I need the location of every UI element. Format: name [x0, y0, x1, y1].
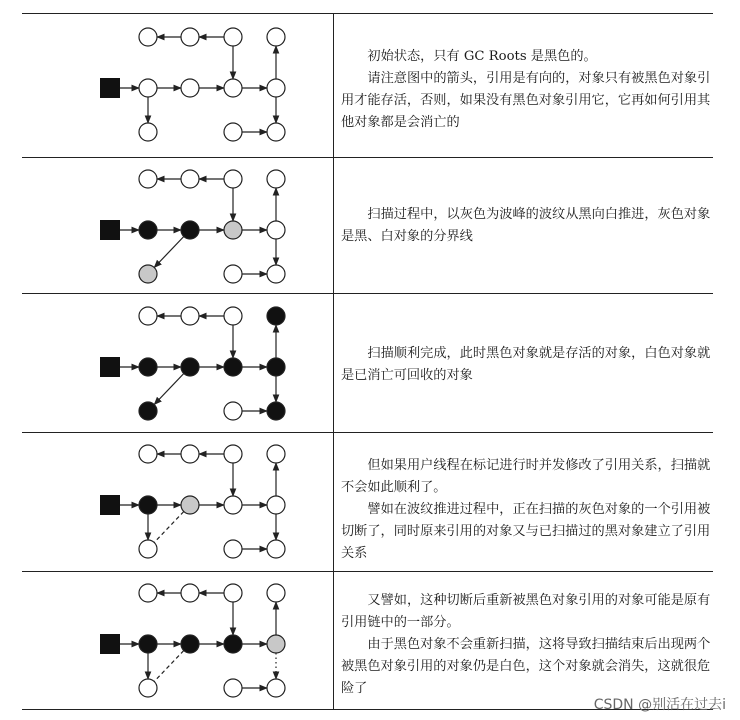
object-node-white — [267, 679, 285, 697]
object-node-white — [224, 584, 242, 602]
object-node-white — [224, 402, 242, 420]
object-node-gray — [181, 496, 199, 514]
object-node-white — [139, 584, 157, 602]
object-graph — [90, 18, 310, 153]
object-node-white — [267, 79, 285, 97]
object-node-black — [139, 221, 157, 239]
object-node-black — [267, 307, 285, 325]
object-node-white — [181, 170, 199, 188]
object-node-black — [139, 635, 157, 653]
paragraph: 由于黑色对象不会重新扫描，这将导致扫描结束后出现两个被黑色对象引用的对象仍是白色，这个对象就会消失，这就很危险了 — [341, 637, 711, 696]
object-graph — [90, 160, 310, 295]
object-node-white — [267, 445, 285, 463]
description-object-disappears — [341, 590, 713, 700]
object-node-white — [267, 265, 285, 283]
object-node-white — [267, 28, 285, 46]
object-node-gray — [224, 221, 242, 239]
watermark: CSDN @别活在过去i — [593, 697, 726, 713]
object-node-gray — [267, 635, 285, 653]
description-initial-state — [341, 46, 713, 134]
column-divider — [333, 13, 334, 709]
object-node-white — [224, 445, 242, 463]
object-node-black — [139, 402, 157, 420]
object-node-white — [139, 445, 157, 463]
object-node-white — [139, 679, 157, 697]
object-node-white — [224, 123, 242, 141]
reference-arrow-e-i-dashed — [154, 512, 184, 543]
object-node-white — [181, 584, 199, 602]
diagram-scanning — [90, 160, 310, 295]
object-node-white — [224, 79, 242, 97]
object-node-white — [181, 307, 199, 325]
object-node-black — [224, 358, 242, 376]
object-node-white — [181, 79, 199, 97]
row-divider-3 — [22, 432, 713, 433]
diagram-scan-complete — [90, 297, 310, 432]
paragraph: 扫描顺利完成，此时黑色对象就是存活的对象，白色对象就是已消亡可回收的对象 — [341, 346, 711, 383]
object-node-white — [139, 540, 157, 558]
paragraph: 但如果用户线程在标记进行时并发修改了引用关系，扫描就不会如此顺利了。 — [341, 458, 711, 495]
description-concurrent-modification — [341, 455, 713, 565]
paragraph: 初始状态，只有 GC Roots 是黑色的。 — [367, 49, 597, 64]
paragraph: 又譬如，这种切断后重新被黑色对象引用的对象可能是原有引用链中的一部分。 — [341, 593, 711, 630]
object-node-white — [139, 170, 157, 188]
object-node-white — [267, 123, 285, 141]
object-node-white — [267, 221, 285, 239]
object-node-white — [267, 540, 285, 558]
object-node-white — [267, 170, 285, 188]
object-node-white — [139, 307, 157, 325]
object-node-gray — [139, 265, 157, 283]
object-graph — [90, 435, 310, 570]
reference-arrow-e-i-dashed — [154, 651, 184, 682]
object-graph — [90, 297, 310, 432]
object-node-white — [139, 28, 157, 46]
object-node-black — [181, 358, 199, 376]
object-node-white — [139, 79, 157, 97]
gc-root-square — [100, 357, 120, 377]
object-node-white — [181, 28, 199, 46]
gc-root-square — [100, 78, 120, 98]
gc-root-square — [100, 220, 120, 240]
paragraph: 譬如在波纹推进过程中，正在扫描的灰色对象的一个引用被切断了，同时原来引用的对象又与已扫描过的黑对象建立了引用关系 — [341, 502, 711, 561]
diagram-initial-state — [90, 18, 310, 153]
object-node-white — [224, 265, 242, 283]
object-node-black — [181, 221, 199, 239]
description-scan-complete — [341, 343, 713, 387]
object-node-white — [181, 445, 199, 463]
object-node-white — [267, 584, 285, 602]
table-top-border — [22, 13, 713, 14]
object-node-white — [224, 679, 242, 697]
gc-root-square — [100, 634, 120, 654]
object-node-white — [224, 307, 242, 325]
description-scanning — [341, 204, 713, 248]
object-graph — [90, 574, 310, 709]
object-node-black — [139, 358, 157, 376]
object-node-white — [224, 28, 242, 46]
object-node-black — [139, 496, 157, 514]
diagram-concurrent-modification — [90, 435, 310, 570]
row-divider-1 — [22, 157, 713, 158]
object-node-white — [224, 540, 242, 558]
object-node-black — [267, 358, 285, 376]
object-node-white — [267, 496, 285, 514]
object-node-black — [224, 635, 242, 653]
gc-root-square — [100, 495, 120, 515]
object-node-white — [224, 170, 242, 188]
object-node-white — [224, 496, 242, 514]
reference-arrow-e-i — [154, 374, 184, 405]
paragraph: 扫描过程中，以灰色为波峰的波纹从黑向白推进，灰色对象是黑、白对象的分界线 — [341, 207, 711, 244]
row-divider-4 — [22, 571, 713, 572]
object-node-white — [139, 123, 157, 141]
diagram-object-disappears — [90, 574, 310, 709]
paragraph: 请注意图中的箭头，引用是有向的，对象只有被黑色对象引用才能存活，否则，如果没有黑色对象引用它，它再如何引用其他对象都是会消亡的 — [341, 71, 711, 130]
object-node-black — [267, 402, 285, 420]
reference-arrow-e-i — [154, 237, 184, 268]
object-node-black — [181, 635, 199, 653]
